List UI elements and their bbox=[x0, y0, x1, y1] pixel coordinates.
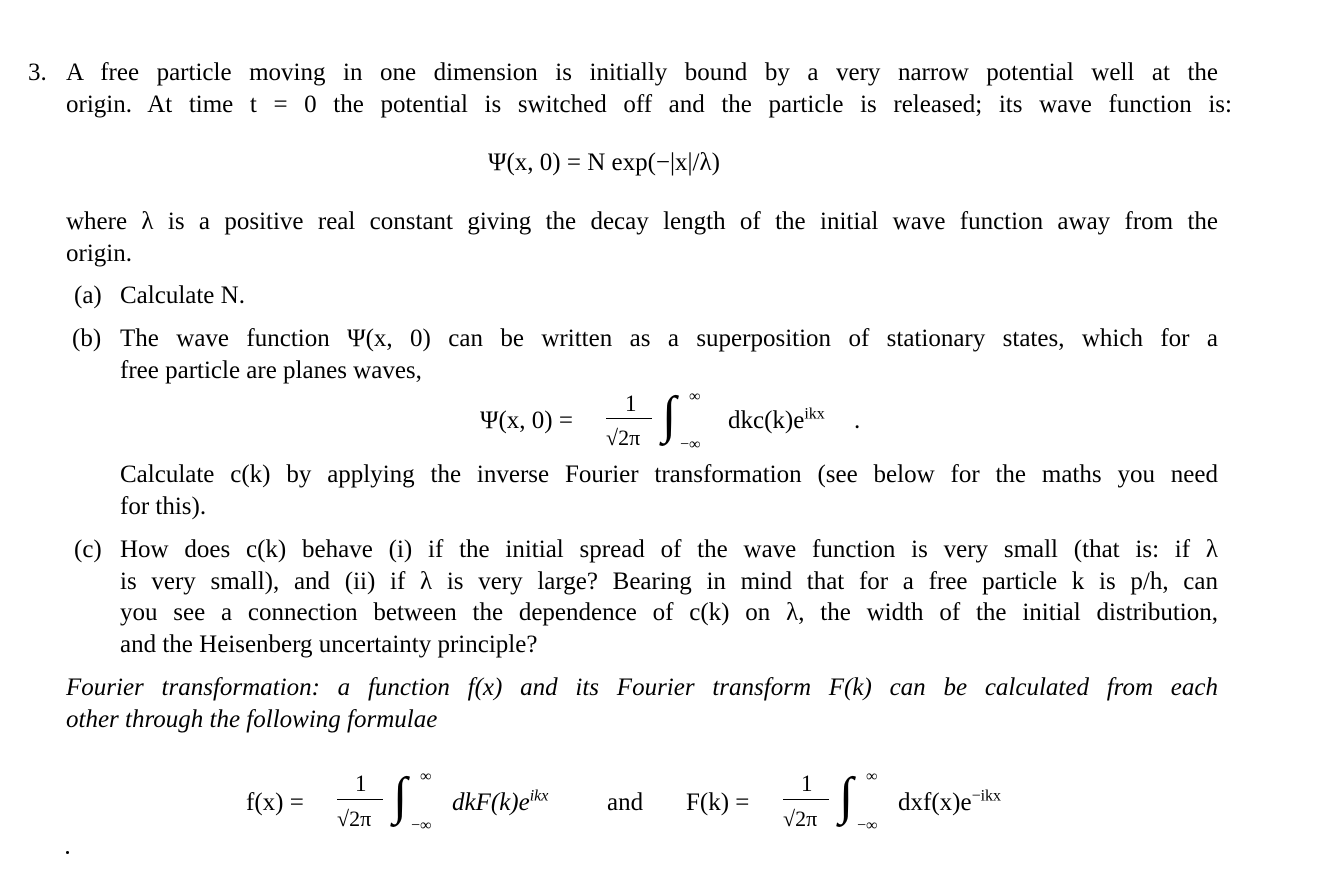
part-b-eq-lower-limit: −∞ bbox=[680, 436, 701, 453]
part-b-eq-lhs: Ψ(x, 0) = bbox=[480, 407, 573, 434]
problem-number: 3. bbox=[28, 59, 47, 86]
part-b-eq-integral-sign: ∫ bbox=[662, 387, 677, 444]
part-c-line-2: is very small), and (ii) if λ is very large? Bearing in mind that for a free particle k is p/h, can bbox=[120, 568, 1218, 595]
wave-function-equation: Ψ(x, 0) = N exp(−|x|/λ) bbox=[488, 149, 720, 176]
fourier-eq2-denominator: √2π bbox=[783, 806, 818, 831]
fourier-eq1-exponent: ikx bbox=[529, 787, 549, 805]
stray-dot bbox=[66, 851, 69, 854]
part-b-eq-upper-limit: ∞ bbox=[689, 388, 701, 405]
part-c-line-1: How does c(k) behave (i) if the initial spread of the wave function is very small (that is: if λ bbox=[120, 536, 1218, 563]
where-line-2: origin. bbox=[66, 240, 132, 267]
intro-line-2: origin. At time t = 0 the potential is switched off and the particle is released; its wave function is: bbox=[66, 91, 1232, 118]
part-c-label: (c) bbox=[74, 536, 102, 563]
fourier-eq1-fraction-bar bbox=[337, 799, 383, 800]
fourier-eq2-lhs: F(k) = bbox=[686, 789, 750, 816]
part-b-eq-integrand: $dkc(k)e^{ikx}$ bbox=[728, 405, 825, 434]
part-b-after-line-2: for this). bbox=[120, 493, 207, 520]
fourier-eq1-lower-limit: −∞ bbox=[411, 817, 432, 834]
fourier-eq2-lower-limit: −∞ bbox=[857, 817, 878, 834]
fourier-eq1-denominator: √2π bbox=[337, 806, 372, 831]
fourier-eq2-fraction-bar bbox=[783, 799, 829, 800]
fourier-line-2: other through the following formulae bbox=[66, 706, 438, 733]
part-b-line-2: free particle are planes waves, bbox=[120, 357, 422, 384]
part-b-after-line-1: Calculate c(k) by applying the inverse Fourier transformation (see below for the maths you need bbox=[120, 461, 1218, 488]
fourier-eq2-numerator: 1 bbox=[801, 771, 813, 796]
fourier-eq1-integrand: $dkF(k)e^{ikx}$ bbox=[452, 787, 549, 816]
fourier-eq2-integral-sign: ∫ bbox=[839, 768, 854, 825]
fourier-connector: and bbox=[607, 789, 644, 816]
part-c-line-3: you see a connection between the dependence of c(k) on λ, the width of the initial distribution, bbox=[120, 599, 1218, 626]
part-a-label: (a) bbox=[74, 282, 102, 309]
part-b-eq-denominator: √2π bbox=[606, 425, 641, 450]
fourier-eq1-upper-limit: ∞ bbox=[420, 768, 432, 785]
fourier-eq1-lhs: f(x) = bbox=[246, 789, 304, 816]
part-b-label: (b) bbox=[72, 325, 102, 352]
fourier-eq2-upper-limit: ∞ bbox=[866, 768, 878, 785]
where-line-1: where λ is a positive real constant giving the decay length of the initial wave function away from the bbox=[66, 208, 1218, 235]
part-b-eq-fraction-bar bbox=[606, 418, 652, 419]
part-b-line-1: The wave function Ψ(x, 0) can be written as a superposition of stationary states, which for a bbox=[120, 325, 1218, 352]
fourier-eq2-integrand: $dxf(x)e^{-ikx}$ bbox=[898, 787, 1002, 816]
part-b-eq-numerator: 1 bbox=[625, 391, 637, 416]
fourier-eq2-exponent: −ikx bbox=[971, 787, 1002, 805]
fourier-eq1-integral-sign: ∫ bbox=[393, 768, 408, 825]
fourier-eq1-numerator: 1 bbox=[355, 771, 367, 796]
intro-line-1: A free particle moving in one dimension is initially bound by a very narrow potential well at the bbox=[66, 59, 1218, 86]
part-c-line-4: and the Heisenberg uncertainty principle? bbox=[120, 631, 538, 658]
part-a-text: Calculate N. bbox=[120, 282, 245, 309]
fourier-line-1: Fourier transformation: a function f(x) and its Fourier transform F(k) can be calculated from each bbox=[66, 674, 1218, 701]
part-b-eq-exponent: ikx bbox=[804, 405, 825, 423]
part-b-eq-period: . bbox=[854, 407, 861, 434]
